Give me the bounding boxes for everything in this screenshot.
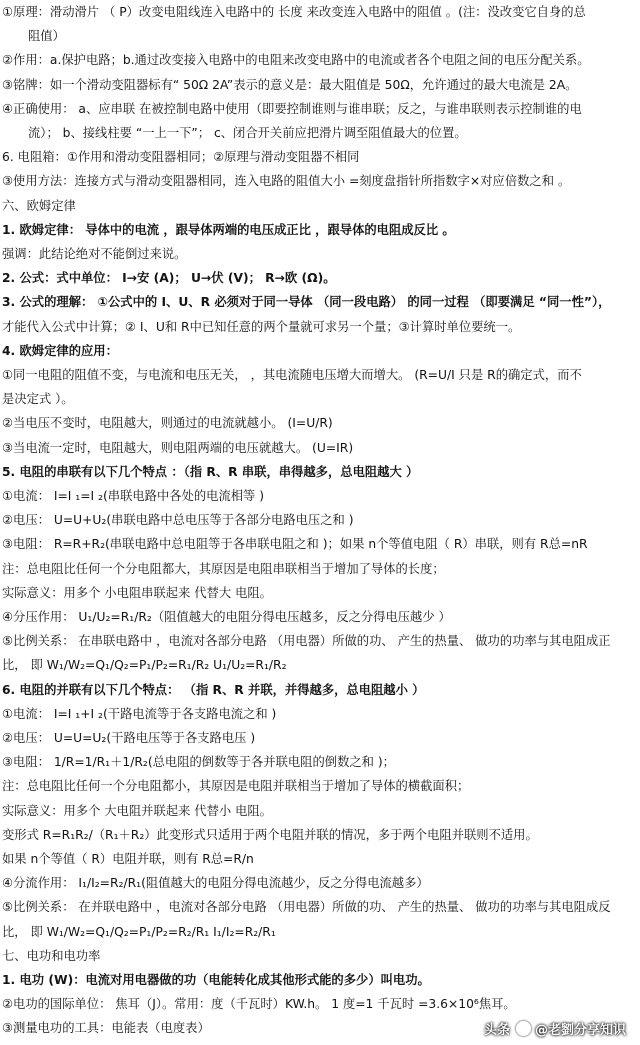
doc-line: 如果 n个等值（ R）电阻并联，则有 R总=R/n [2, 852, 254, 866]
doc-line: ②当电压不变时，电阻越大，则通过的电流就越小。 (I=U/R) [2, 416, 333, 431]
doc-line: 七、电功和电功率 [2, 948, 101, 963]
doc-line: 实际意义：用多个 大电阻并联起来 代替小 电阻。 [2, 803, 272, 818]
doc-line: 比， 即 W₁/W₂=Q₁/Q₂=P₁/P₂=R₁/R₂ U₁/U₂=R₁/R₂ [2, 658, 287, 673]
doc-line: ①电流： I=I ₁=I ₂(串联电路中各处的电流相等 ) [2, 489, 265, 503]
doc-line: ③当电流一定时，电阻越大，则电阻两端的电压就越大。 (U=IR) [2, 440, 354, 455]
doc-line: 1. 电功 (W)：电流对用电器做的功（电能转化成其他形式能的多少）叫电功。 [2, 973, 430, 987]
doc-line: 才能代入公式中计算；② I、U和 R中已知任意的两个量就可求另一个量；③计算时单位要统一。 [2, 319, 521, 334]
doc-line: 6. 电阻箱：①作用和滑动变阻器相同；②原理与滑动变阻器不相同 [2, 150, 360, 165]
doc-line: 注：总电阻比任何一个分电阻都小，其原因是电阻并联相当于增加了导体的横截面积； [2, 779, 470, 794]
doc-line: ④分流作用： I₁/I₂=R₂/R₁(阻值越大的电阻分得电流越少，反之分得电流越多） [2, 876, 429, 891]
doc-line: ③使用方法：连接方式与滑动变阻器相同，连入电路的阻值大小 =刻度盘指针所指数字×对应倍数之和 。 [2, 174, 571, 189]
doc-line: 强调：此结论绝对不能倒过来说。 [2, 247, 187, 261]
doc-line: 1. 欧姆定律： 导体中的电流 ，跟导体两端的电压成正比 ，跟导体的电阻成反比 。 [2, 222, 455, 237]
doc-line: 3. 公式的理解： ①公式中的 I、U、R 必须对于同一导体 （同一段电路） 的同一过程 （即要满足 “同一性”）， [2, 295, 611, 310]
doc-line: ②电压： U=U=U₂(干路电压等于各支路电压 ) [2, 731, 256, 745]
doc-line: 流）； b、接线柱要 “一上一下”； c、闭合开关前应把滑片调至阻值最大的位置。 [28, 126, 467, 140]
doc-line: ⑤比例关系： 在串联电路中 ，电流对各部分电路 （用电器）所做的功、 产生的热量、 做功的功率与其电阻成正 [2, 634, 611, 649]
doc-line: ③电阻： 1/R=1/R₁＋1/R₂(总电阻的倒数等于各并联电阻的倒数之和 )； [2, 755, 395, 770]
doc-line: 4. 欧姆定律的应用： [2, 343, 118, 358]
doc-line: ①电流： I=I ₁+I ₂(干路电流等于各支路电流之和 ) [2, 706, 277, 721]
doc-line: 比， 即 W₁/W₂=Q₁/Q₂=P₁/P₂=R₂/R₁ I₁/I₂=R₂/R₁ [2, 924, 276, 939]
doc-line: 5. 电阻的串联有以下几个特点 ：（指 R、R 串联，串得越多，总电阻越大 ） [2, 464, 419, 479]
doc-line: ②作用：a.保护电路；b.通过改变接入电路中的电阻来改变电路中的电流或者各个电阻之间的电压分配关系。 [2, 53, 590, 68]
doc-line: 阻值） [28, 29, 65, 44]
watermark [484, 1017, 626, 1039]
doc-line: ②电压： U=U+U₂(串联电路中总电压等于各部分电路电压之和 ) [2, 513, 354, 528]
doc-line: ①原理：滑动滑片 （ P）改变电阻线连入电路中的 长度 来改变连入电路中的阻值 。(注：没改变它自身的总 [2, 5, 586, 19]
doc-line: ③铭牌：如一个滑动变阻器标有“ 50Ω 2A”表示的意义是：最大阻值是 50Ω，允许通过的最大电流是 2A。 [2, 77, 578, 92]
doc-line: ④正确使用： a、应串联 在被控制电路中使用（即要控制谁则与谁串联；反之，与谁串联则表示控制谁的电 [2, 101, 582, 116]
watermark-logo-icon [516, 1021, 531, 1036]
watermark-brand: 头条 [483, 1022, 510, 1038]
doc-line: 2. 公式：式中单位： I→安 (A)； U→伏 (V)； R→欧 (Ω)。 [2, 271, 336, 286]
doc-line: ①同一电阻的阻值不变，与电流和电压无关， ，其电流随电压增大而增大。 (R=U/I 只是 R的确定式，而不 [2, 368, 582, 382]
doc-line: ②电功的国际单位： 焦耳（J）。常用：度（千瓦时）KW.h。 1 度=1 千瓦时 =3.6×10⁶焦耳。 [2, 997, 516, 1012]
doc-line: ③电阻： R=R+R₂(串联电路中总电阻等于各串联电阻之和 )；如果 n个等值电阻（ R）串联，则有 R总=nR [2, 537, 588, 552]
doc-line: 变形式 R=R₁R₂/（R₁＋R₂）此变形式只适用于两个电阻并联的情况，多于两个电阻并联则不适用。 [2, 827, 538, 842]
watermark-account: @老劉分享知识 [534, 1022, 626, 1038]
doc-line: ⑤比例关系： 在并联电路中 ，电流对各部分电路 （用电器）所做的功、 产生的热量、 做功的功率与其电阻成反 [2, 900, 611, 915]
doc-line: ③测量电功的工具：电能表（电度表） [2, 1021, 210, 1036]
doc-line: 6. 电阻的并联有以下几个特点： （指 R、R 并联，并得越多，总电阻越小 ） [2, 682, 425, 697]
doc-line: 是决定式 ）。 [2, 392, 74, 407]
doc-line: 实际意义：用多个 小电阻串联起来 代替大 电阻。 [2, 585, 272, 600]
doc-line: 注：总电阻比任何一个分电阻都大，其原因是电阻串联相当于增加了导体的长度； [2, 561, 445, 576]
doc-line: ④分压作用： U₁/U₂=R₁/R₂（阻值越大的电阻分得电压越多，反之分得电压越少 ） [2, 610, 451, 624]
doc-line: 六、欧姆定律 [2, 198, 76, 213]
